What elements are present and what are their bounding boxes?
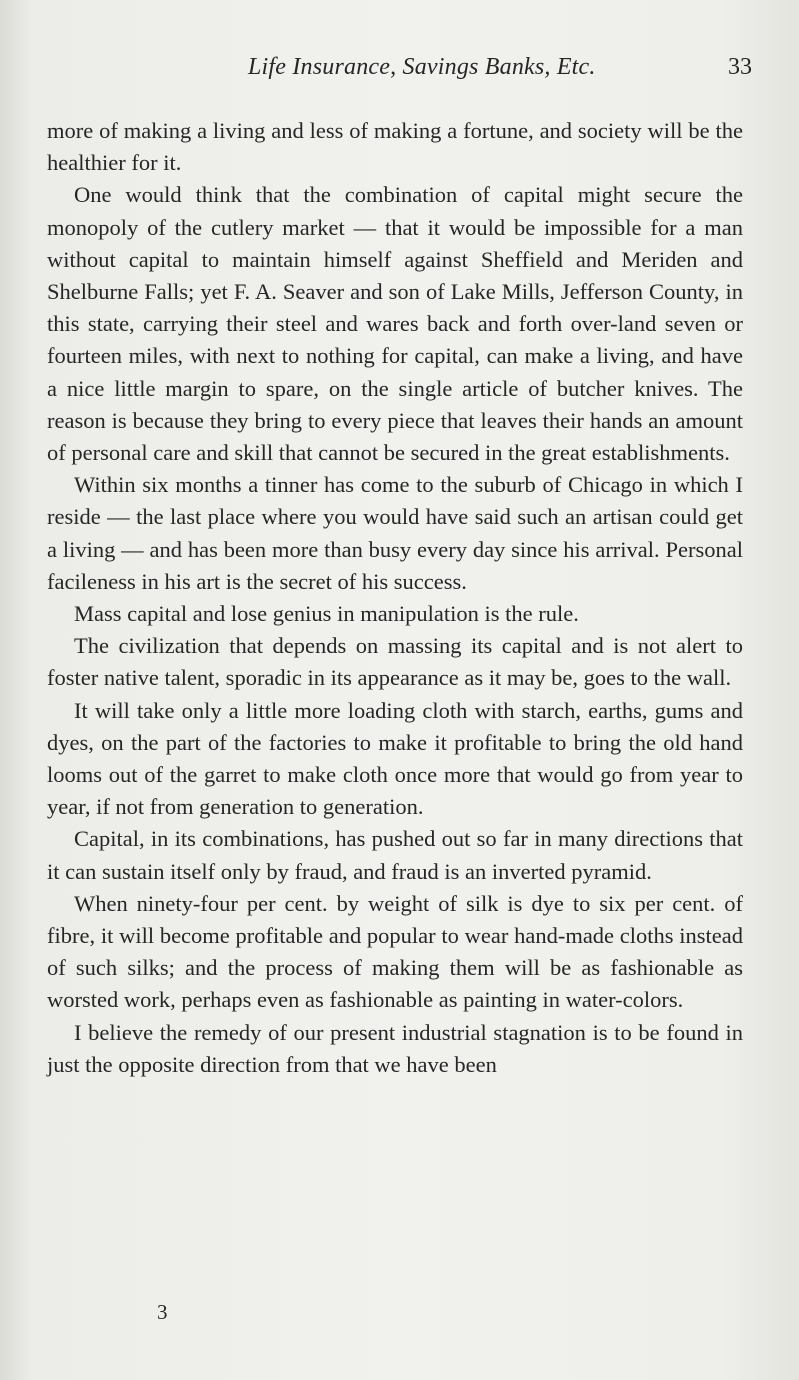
body-text: [47, 115, 743, 1081]
paragraph-5: The civilization that depends on massing its capital and is not alert to foster native talent, sporadic in its appearance as it may be, goes to the wall.: [47, 633, 743, 691]
paragraph-4: Mass capital and lose genius in manipulation is the rule.: [74, 601, 579, 627]
paragraph-9: I believe the remedy of our present industrial stagnation is to be found in just the opposite direction from that we have been: [47, 1019, 743, 1077]
paragraph-6: It will take only a little more loading cloth with starch, earths, gums and dyes, on the part of the factories to make it profitable to bring the old hand looms out of the garret to make cloth once more that would go from year to year, if not from generation to generation.: [47, 697, 743, 820]
paragraph-2: One would think that the combination of capital might secure the monopoly of the cutlery market — that it would be impossible for a man without capital to maintain himself against Sheffield and Meriden and Shelburne Falls; yet F. A. Seaver and son of Lake Mills, Jefferson County, in this state, carrying their steel and wares back and forth over-land seven or fourteen miles, with next to nothing for capital, can make a living, and have a nice little margin to spare, on the single article of butcher knives. The reason is because they bring to every piece that leaves their hands an amount of personal care and skill that cannot be secured in the great establishments.: [47, 182, 743, 466]
paragraph-3: Within six months a tinner has come to the suburb of Chicago in which I reside — the last place where you would have said such an artisan could get a living — and has been more than busy every day since his arrival. Personal facileness in his art is the secret of his success.: [47, 472, 743, 594]
signature-mark: 3: [157, 1300, 168, 1324]
paragraph-1: more of making a living and less of making a fortune, and society will be the healthier for it.: [47, 118, 743, 176]
paragraph-8: When ninety-four per cent. by weight of silk is dye to six per cent. of fibre, it will become profitable and popular to wear hand-made cloths instead of such silks; and the process of making them will be as fashionable as worsted work, perhaps even as fashionable as painting in water-colors.: [47, 890, 743, 1013]
running-head: [48, 54, 752, 88]
paragraph-7: Capital, in its combinations, has pushed out so far in many directions that it can sustain itself only by fraud, and fraud is an inverted pyramid.: [47, 826, 743, 884]
page-number: 33: [728, 54, 752, 80]
running-title: Life Insurance, Savings Banks, Etc.: [248, 54, 596, 80]
